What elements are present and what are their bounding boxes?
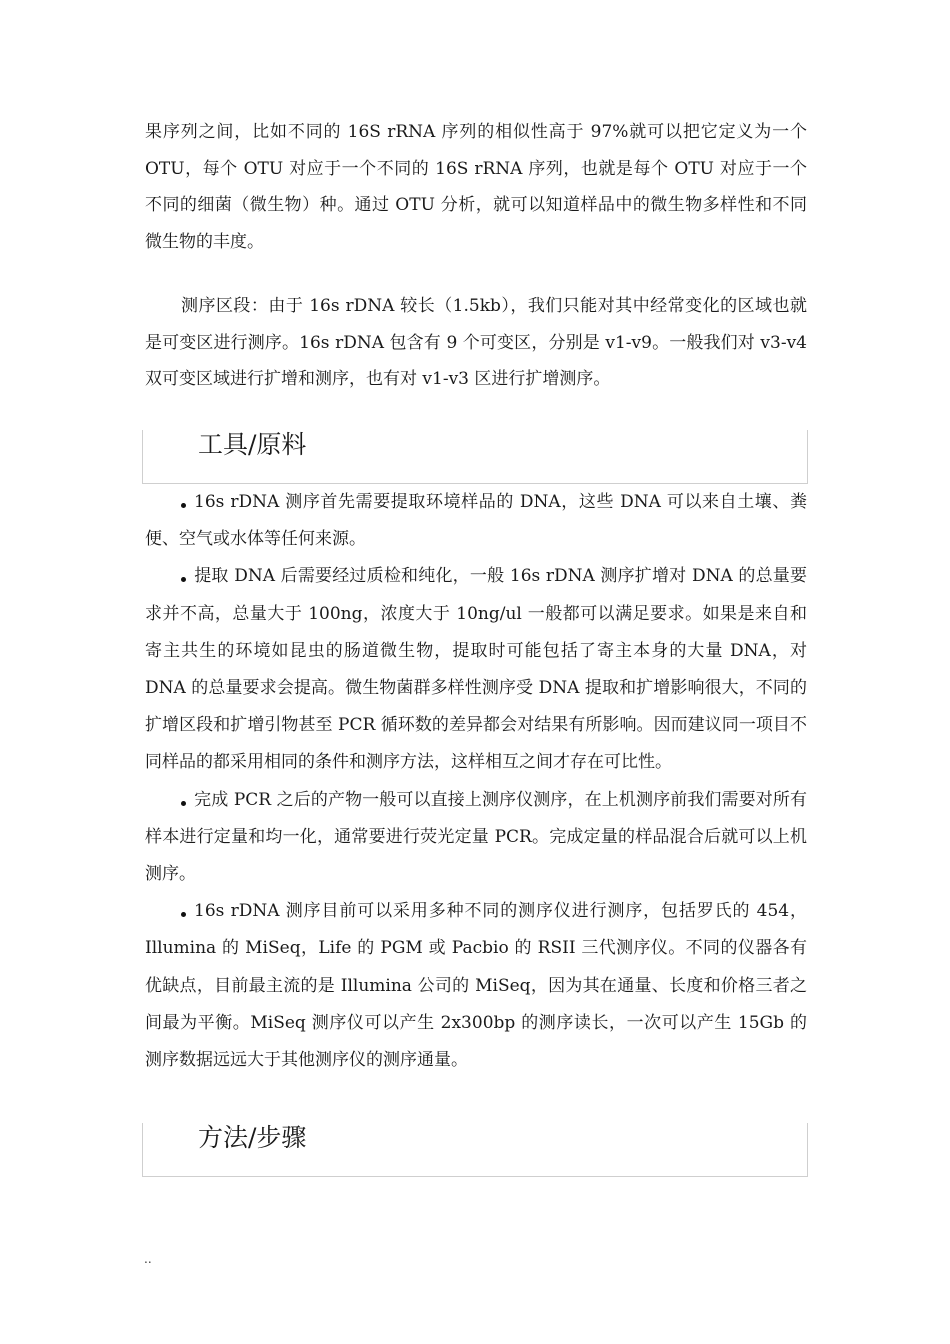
bullet-text: 16s rDNA 测序首先需要提取环境样品的 DNA，这些 DNA 可以来自土壤、粪便、空气或水体等任何来源。 (145, 492, 807, 550)
paragraph-sequencing-region: 测序区段：由于 16s rDNA 较长（1.5kb），我们只能对其中经常变化的区域也就是可变区进行测序。16s rDNA 包含有 9 个可变区，分别是 v1-v9。一般我们对 v3-v4 双可变区域进行扩增和测序，也有对 v1-v3 区进行扩增测序。 (145, 296, 807, 389)
bullet-icon (181, 801, 186, 806)
bullet-icon (181, 912, 186, 917)
bullet-icon (181, 577, 186, 582)
paragraph-otu: 果序列之间，比如不同的 16S rRNA 序列的相似性高于 97%就可以把它定义为一个 OTU，每个 OTU 对应于一个不同的 16S rRNA 序列，也就是每个 OTU 对应于一个不同的细菌（微生物）种。通过 OTU 分析，就可以知道样品中的微生物多样性和不同微生物的丰度。 (145, 122, 807, 252)
section-tools-box (142, 430, 808, 484)
list-item (145, 484, 807, 558)
bullet-icon (181, 503, 186, 508)
bullet-text: 16s rDNA 测序目前可以采用多种不同的测序仪进行测序，包括罗氏的 454，Illumina 的 MiSeq，Life 的 PGM 或 Pacbio 的 RSII 三代测序仪。不同的仪器各有优缺点，目前最主流的是 Illumina 公司的 MiSeq，因为其在通量、长度和价格三者之间最为平衡。MiSeq 测序仪可以产生 2x300bp 的测序读长，一次可以产生 15Gb 的测序数据远远大于其他测序仪的测序通量。 (145, 901, 807, 1071)
footer-mark: .. (144, 1252, 152, 1266)
bullet-text: 完成 PCR 之后的产物一般可以直接上测序仪测序，在上机测序前我们需要对所有样本进行定量和均一化，通常要进行荧光定量 PCR。完成定量的样品混合后就可以上机测序。 (145, 789, 807, 885)
bullet-text: 提取 DNA 后需要经过质检和纯化，一般 16s rDNA 测序扩增对 DNA 的总量要求并不高，总量大于 100ng，浓度大于 10ng/ul 一般都可以满足要求。如果是来自和寄主共生的环境如昆虫的肠道微生物，提取时可能包括了寄主本身的大量 DNA，对 DNA 的总量要求会提高。微生物菌群多样性测序受 DNA 提取和扩增影响很大，不同的扩增区段和扩增引物甚至 PCR 循环数的差异都会对结果有所影响。因而建议同一项目不同样品的都采用相同的条件和测序方法，这样相互之间才存在可比性。 (145, 566, 807, 773)
tools-bullet-list (145, 484, 807, 1079)
section-title-method: 方法/步骤 (198, 1123, 307, 1152)
list-item (145, 782, 807, 894)
list-item (145, 893, 807, 1079)
section-title-tools: 工具/原料 (198, 430, 307, 459)
section-method-box (142, 1123, 808, 1177)
list-item (145, 558, 807, 781)
